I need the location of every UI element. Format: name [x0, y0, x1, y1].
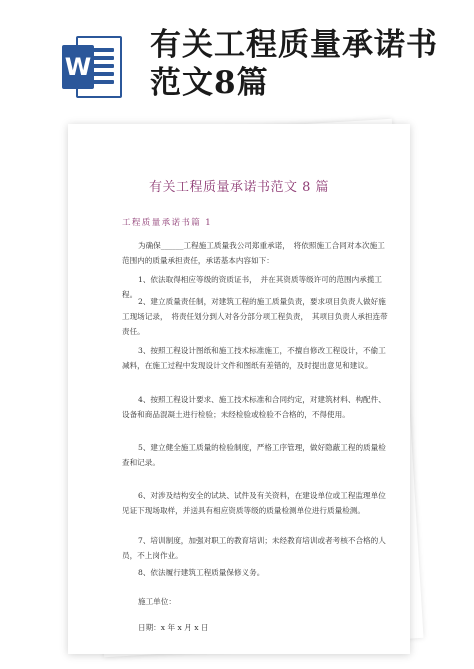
word-icon	[62, 36, 122, 98]
paragraph: 3、按照工程设计图纸和施工技术标准施工，不擅自修改工程设计，不偷工减料，在施工过程中发现设计文件和图纸有差错的，及时提出意见和建议。	[122, 346, 386, 370]
date-label: 日期：x 年 x 月 x 日	[138, 623, 209, 632]
paragraph: 7、培训制度，加强对职工的教育培训；未经教育培训或者考核不合格的人员，不上岗作业。	[122, 536, 386, 560]
document-page	[54, 124, 410, 654]
paragraph: 8、依法履行建筑工程质量保修义务。	[138, 568, 265, 577]
header-banner	[0, 0, 474, 118]
paragraph: 5、建立健全施工质量的检验制度，严格工序管理，做好隐蔽工程的质量检查和记录。	[122, 443, 386, 467]
document-title: 有关工程质量承诺书范文 8 篇	[148, 180, 330, 195]
paragraph: 为确保______工程施工质量我公司郑重承诺， 将依照施工合同对本次施工范围内的质量承担责任，承诺基本内容如下：	[122, 241, 385, 265]
word-icon-badge: W	[62, 45, 94, 89]
paragraph: 1、依法取得相应等级的资质证书， 并在其资质等级许可的范围内承揽工程。	[122, 275, 383, 299]
paragraph: 6、对涉及结构安全的试块、试件及有关资料，在建设单位或工程监理单位见证下现场取样，并送具有相应资质等级的质量检测单位进行质量检测。	[122, 491, 386, 515]
page-title: 有关工程质量承诺书范文8篇	[150, 27, 438, 101]
paragraph: 4、按照工程设计要求、施工技术标准和合同约定，对建筑材料、构配件、设备和商品混凝土进行检验；未经检验或检验不合格的，不得使用。	[122, 395, 386, 419]
paragraph: 2、建立质量责任制，对建筑工程的施工质量负责，要求项目负责人做好施工现场记录， 将责任划分到人对各分部分项工程负责， 其项目负责人承担连带责任。	[122, 297, 388, 336]
signature-label: 施工单位：	[138, 597, 176, 606]
section-label: 工程质量承诺书篇 1	[122, 218, 213, 228]
watermark: ​	[54, 244, 62, 257]
